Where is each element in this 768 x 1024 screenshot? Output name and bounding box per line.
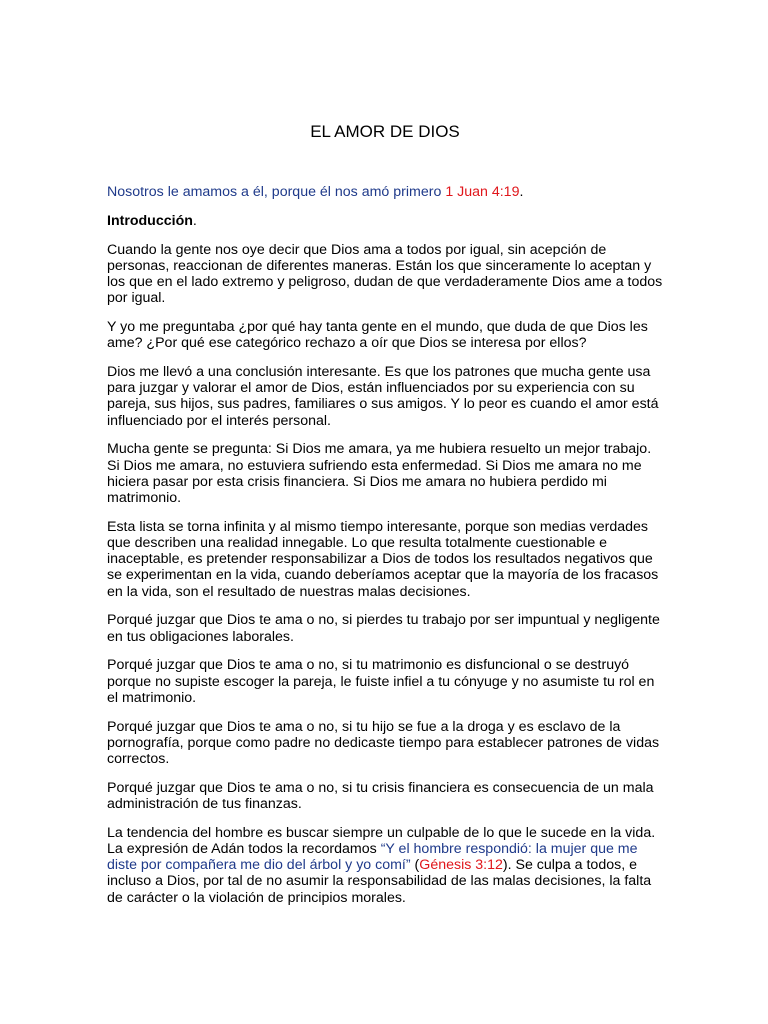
epigraph-end: .: [519, 184, 524, 200]
intro-heading: [107, 213, 663, 229]
paragraph-7: Porqué juzgar que Dios te ama o no, si tu matrimonio es disfuncional o se destruyó porque no supiste escoger la pareja, le fuiste infiel a tu cónyuge y no asumiste tu rol en el matrimonio.: [107, 657, 655, 706]
genesis-reference: Génesis 3:12: [419, 857, 503, 874]
paragraph-10: [107, 825, 663, 906]
paragraph-10-before: La tendencia del hombre es buscar siempre un culpable de lo que le sucede en la vida. La expresión de Adán todos la recordamos: [107, 824, 656, 858]
paragraph-10-after: ). Se culpa a todos, e incluso a Dios, por tal de no asumir la responsabilidad de las malas decisiones, la falta de carácter o la violación de principios morales.: [107, 857, 652, 906]
epigraph: [107, 184, 663, 200]
paragraph-1: Cuando la gente nos oye decir que Dios ama a todos por igual, sin acepción de personas, reaccionan de diferentes maneras. Están los que sinceramente lo aceptan y los que en el lado extremo y peligroso, dudan de que verdaderamente Dios ame a todos por igual.: [107, 241, 663, 307]
intro-heading-end: .: [192, 212, 197, 229]
paragraph-10-open-paren: (: [410, 857, 420, 874]
genesis-quote: “Y el hombre respondió: la mujer que me diste por compañera me dio del árbol y yo comí”: [107, 841, 638, 874]
paragraph-6: Porqué juzgar que Dios te ama o no, si pierdes tu trabajo por ser impuntual y negligente en tus obligaciones laborales.: [107, 612, 660, 645]
paragraph-2: Y yo me preguntaba ¿por qué hay tanta gente en el mundo, que duda de que Dios les ame? ¿Por qué ese categórico rechazo a oír que Dios se interesa por ellos?: [107, 319, 648, 352]
document-body: [107, 184, 663, 918]
paragraph-4: Mucha gente se pregunta: Si Dios me amara, ya me hubiera resuelto un mejor trabajo. Si Dios me amara, no estuviera sufriendo esta enfermedad. Si Dios me amara no me hiciera pasar por esta crisis financiera. Si Dios me amara no hubiera perdido mi matrimonio.: [107, 441, 652, 507]
paragraph-8: Porqué juzgar que Dios te ama o no, si tu hijo se fue a la droga y es esclavo de la pornografía, porque como padre no dedicaste tiempo para establecer patrones de vidas correctos.: [107, 718, 660, 768]
epigraph-reference: 1 Juan 4:19: [445, 184, 520, 200]
paragraph-5: Esta lista se torna infinita y al mismo tiempo interesante, porque son medias verdades que describen una realidad innegable. Lo que resulta totalmente cuestionable e inaceptable, es pretender responsabilizar a Dios de todos los resultados negativos que se experimentan en la vida, cuando deberíamos aceptar que la mayoría de los fracasos en la vida, son el resultado de nuestras malas decisiones.: [107, 518, 659, 600]
epigraph-quote: Nosotros le amamos a él, porque él nos amó primero: [107, 184, 442, 200]
intro-heading-text: Introducción: [107, 212, 193, 229]
document-title: EL AMOR DE DIOS: [310, 122, 460, 141]
paragraph-9: Porqué juzgar que Dios te ama o no, si tu crisis financiera es consecuencia de un mala administración de tus finanzas.: [107, 779, 654, 813]
paragraph-3: Dios me llevó a una conclusión interesante. Es que los patrones que mucha gente usa para juzgar y valorar el amor de Dios, están influenciados por su experiencia con su pareja, sus hijos, sus padres, familiares o sus amigos. Y lo peor es cuando el amor está influenciado por el interés personal.: [107, 364, 659, 429]
